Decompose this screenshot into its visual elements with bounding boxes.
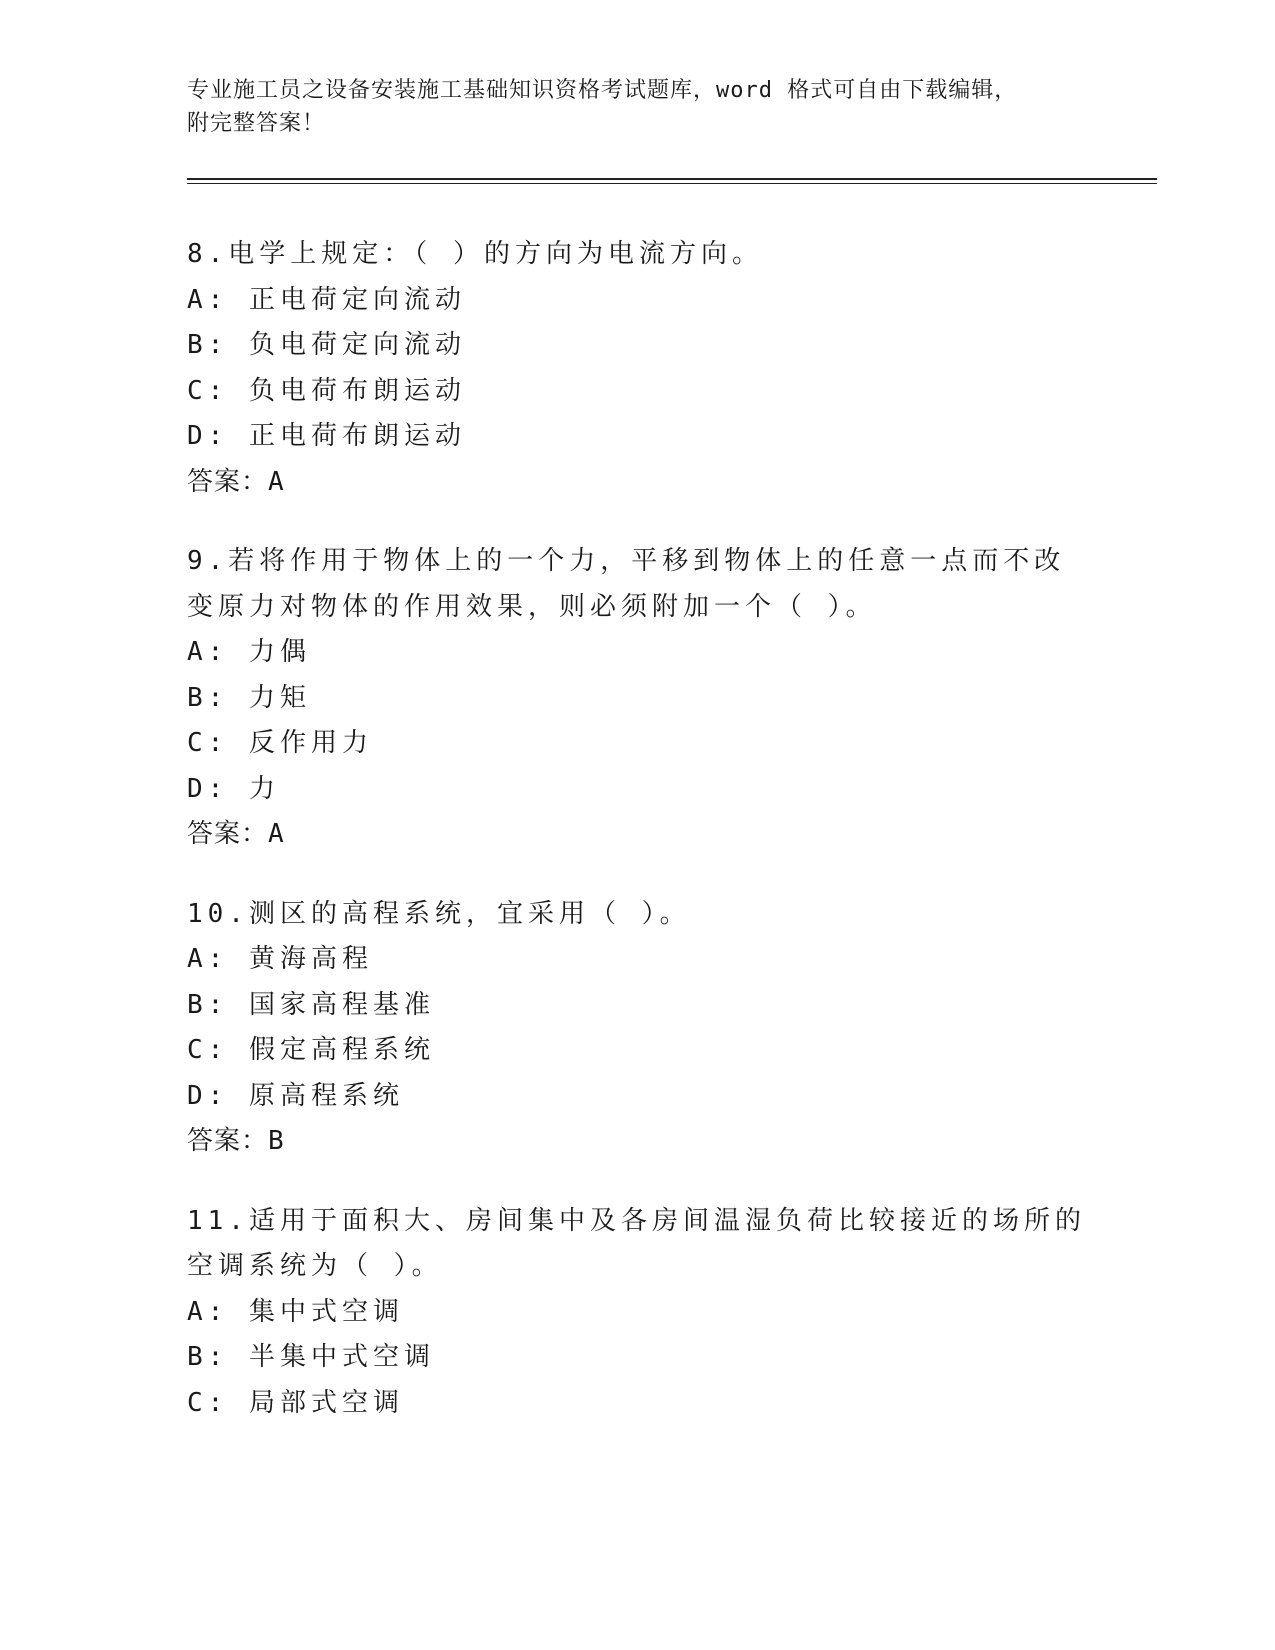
question-10 xyxy=(187,892,1087,1165)
question-stem: 11.适用于面积大、房间集中及各房间温湿负荷比较接近的场所的空调系统为（ ）。 xyxy=(187,1205,1086,1281)
option-b: B: 负电荷定向流动 xyxy=(187,330,466,360)
option-b: B: 半集中式空调 xyxy=(187,1342,435,1372)
answer xyxy=(187,460,1087,506)
answer-value: A xyxy=(268,466,285,497)
answer xyxy=(187,1119,1087,1165)
option-a: A: 黄海高程 xyxy=(187,944,373,974)
option-d: D: 正电荷布朗运动 xyxy=(187,421,466,451)
answer-label: 答案： xyxy=(187,1126,269,1156)
answer-label: 答案： xyxy=(187,466,269,497)
question-stem: 9.若将作用于物体上的一个力，平移到物体上的任意一点而不改变原力对物体的作用效果，则必须附加一个（ ）。 xyxy=(187,546,1066,622)
answer-label: 答案： xyxy=(187,819,269,849)
option-a: A: 正电荷定向流动 xyxy=(187,284,466,315)
answer-value: B xyxy=(268,1126,285,1156)
option-c: C: 负电荷布朗运动 xyxy=(187,375,466,406)
option-c: C: 局部式空调 xyxy=(187,1387,404,1418)
question-stem: 10.测区的高程系统，宜采用（ ）。 xyxy=(187,898,691,929)
answer-value: A xyxy=(268,819,285,849)
question-stem: 8.电学上规定：（ ）的方向为电流方向。 xyxy=(187,239,763,269)
header-line-1: 专业施工员之设备安装施工基础知识资格考试题库，word 格式可自由下载编辑， xyxy=(187,78,1018,103)
document-header xyxy=(187,74,1067,140)
question-8 xyxy=(187,232,1087,505)
option-b: B: 力矩 xyxy=(187,682,311,713)
header-divider xyxy=(187,178,1157,184)
option-a: A: 集中式空调 xyxy=(187,1296,404,1327)
question-list xyxy=(187,232,1087,1460)
question-9 xyxy=(187,539,1087,858)
option-c: C: 假定高程系统 xyxy=(187,1035,435,1065)
option-a: A: 力偶 xyxy=(187,637,311,667)
option-b: B: 国家高程基准 xyxy=(187,989,435,1020)
header-line-2: 附完整答案！ xyxy=(187,111,326,136)
option-d: D: 原高程系统 xyxy=(187,1080,404,1111)
option-c: C: 反作用力 xyxy=(187,728,373,758)
option-d: D: 力 xyxy=(187,773,280,804)
question-11 xyxy=(187,1199,1087,1427)
answer xyxy=(187,812,1087,858)
